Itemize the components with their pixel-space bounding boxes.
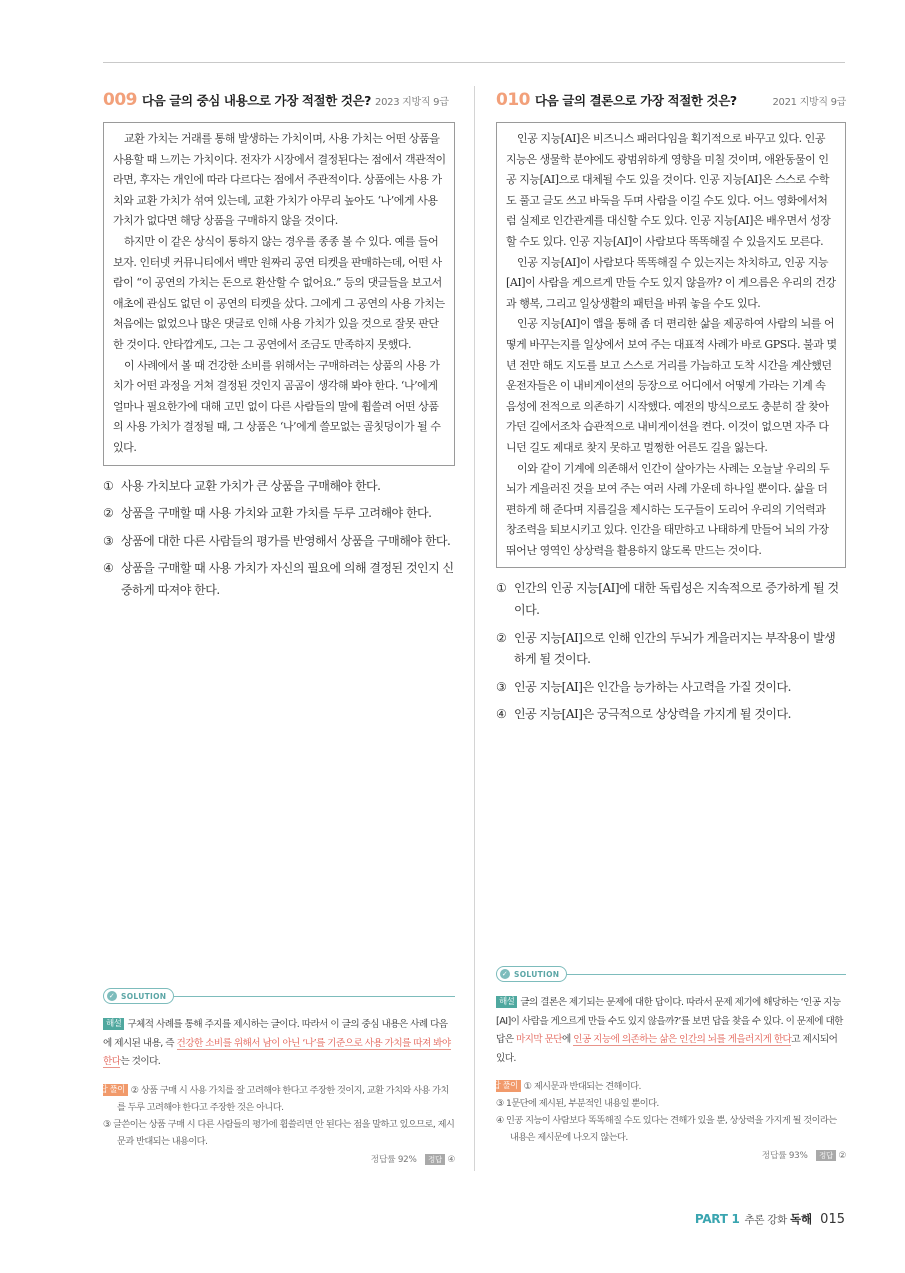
answer-line xyxy=(496,1148,846,1161)
question-header xyxy=(496,90,846,112)
explanation-text: 고 제시되어 있다. xyxy=(496,1034,838,1064)
choice-text: 상품을 구매할 때 사용 가치와 교환 가치를 두루 고려해야 한다. xyxy=(121,506,432,521)
choice-number: ④ xyxy=(496,707,507,722)
question-010 xyxy=(496,90,846,732)
top-rule xyxy=(103,62,845,63)
choice-text: 인공 지능[AI]으로 인해 인간의 두뇌가 게을러지는 부작용이 발생하게 될 것이다. xyxy=(514,630,836,667)
answer-tag: 정답 xyxy=(816,1150,836,1161)
choice-4[interactable] xyxy=(496,704,846,726)
column-divider xyxy=(474,86,475,1171)
wrong-note-text: ③ 1문단에 제시된, 부분적인 내용일 뿐이다. xyxy=(496,1098,659,1109)
question-header xyxy=(103,90,455,112)
solution-explanation xyxy=(496,994,846,1068)
wrong-note-text: ② 상품 구매 시 사용 가치를 잘 고려해야 한다고 주장한 것이지, 교환 가치와 사용 가치를 두루 고려해야 한다고 주장한 것은 아니다. xyxy=(117,1084,449,1113)
explanation-highlight: 건강한 소비를 위해서 남이 아닌 ‘나’를 기준으로 사용 가치를 따져 봐야 한다 xyxy=(103,1037,451,1067)
choice-3[interactable] xyxy=(496,677,846,699)
choice-2[interactable] xyxy=(103,503,455,525)
choice-list xyxy=(103,476,455,602)
choice-list xyxy=(496,578,846,726)
wrong-note-text: ④ 인공 지능이 사람보다 똑똑해질 수도 있다는 견해가 있을 뿐, 상상력을 가지게 될 것이라는 내용은 제시문에 나오지 않는다. xyxy=(496,1115,837,1143)
check-icon: ✓ xyxy=(108,992,116,1000)
passage-paragraph: 이와 같이 기계에 의존해서 인간이 살아가는 사례는 오늘날 우리의 두뇌가 게을러진 것을 보여 주는 여러 사례 가운데 하나일 뿐이다. 삶을 더 편하게 해 준다며 지름길을 제시하는 도구들이 도리어 우리의 기억력과 창조력을 퇴보시키고 있다. 인간을 태만하고 나태하게 만들어 뇌의 가장 뛰어난 영역인 상상력을 활용하지 않도록 만드는 것이다. xyxy=(506,461,830,557)
explanation-text: 구체적 사례를 통해 주지를 제시하는 글이다. 따라서 이 글의 중심 내용은 사례 다음에 제시된 내용, 즉 xyxy=(103,1019,448,1049)
choice-number: ① xyxy=(496,581,507,596)
choice-text: 인공 지능[AI]은 인간을 능가하는 사고력을 가질 것이다. xyxy=(514,679,791,694)
passage-box xyxy=(496,122,846,568)
question-title: 다음 글의 중심 내용으로 가장 적절한 것은? xyxy=(142,93,372,108)
choice-number: ② xyxy=(496,630,507,645)
choice-number: ④ xyxy=(103,561,114,576)
choice-1[interactable] xyxy=(496,578,846,621)
solution-009 xyxy=(92,988,455,1165)
choice-text: 인공 지능[AI]은 궁극적으로 상상력을 가지게 될 것이다. xyxy=(514,707,791,722)
choice-number: ② xyxy=(103,506,114,521)
solution-badge xyxy=(103,988,174,1004)
answer-value: ② xyxy=(838,1151,846,1161)
passage-paragraph: 인공 지능[AI]은 비즈니스 패러다임을 획기적으로 바꾸고 있다. 인공 지능은 생물학 분야에도 광범위하게 영향을 미칠 것이며, 애완동물이 인공 지능[AI]으로 대체될 수도 있을 것이다. 인공 지능[AI]은 스스로 수학도 풀고 글도 쓰고 바둑을 두며 사람을 이길 수도 있다. 어느 영화에서처럼 실제로 인간관계를 대신할 수도 있다. 인공 지능[AI]은 배우면서 성장할 수도 있다. 인공 지능[AI]이 사람보다 똑똑해질 수 있을지도 모른다. xyxy=(506,132,831,248)
passage-paragraph: 하지만 이 같은 상식이 통하지 않는 경우를 종종 볼 수 있다. 예를 들어 보자. 인터넷 커뮤니티에서 백만 원짜리 공연 티켓을 판매하는데, 어떤 사람이 “이 공연의 가치는 돈으로 환산할 수 없어요.” 등의 댓글들을 보고서 애초에 관심도 없던 이 공연의 티켓을 샀다. 그에게 그 공연의 사용 가치는 처음에는 없었으나 많은 댓글로 인해 사용 가치가 있을 것으로 잘못 판단한 것이다. 안타깝게도, 그는 그 공연에서 조금도 만족하지 못했다. xyxy=(113,234,445,351)
explanation-tag: 해설 xyxy=(103,1018,124,1030)
page-number: 015 xyxy=(820,1212,845,1227)
footer-section: 추론 강화 xyxy=(744,1214,787,1226)
explanation-highlight: 마지막 문단 xyxy=(515,1034,563,1045)
wrong-answer-notes xyxy=(92,1082,455,1150)
footer-part: PART 1 xyxy=(694,1212,740,1226)
correct-rate: 정답률 93% xyxy=(761,1151,808,1161)
solution-header xyxy=(496,966,846,982)
solution-rule xyxy=(174,996,455,997)
wrong-answer-notes xyxy=(485,1078,846,1146)
wrong-note xyxy=(496,1095,846,1112)
wrong-note-text: ① 제시문과 반대되는 견해이다. xyxy=(523,1081,641,1092)
wrong-note xyxy=(92,1082,455,1116)
question-number: 009 xyxy=(103,90,137,110)
explanation-text: 글의 결론은 제기되는 문제에 대한 답이다. 따라서 문제 제기에 해당하는 ‘인공 지능[AI]이 사람을 게으르게 만들 수도 있지 않을까?’를 보면 답을 찾을 수 있다. 이 문제에 대한 답은 xyxy=(496,997,843,1045)
answer-line xyxy=(103,1152,455,1165)
footer-subject: 독해 xyxy=(789,1212,813,1226)
answer-tag: 정답 xyxy=(425,1154,445,1165)
explanation-text: 에 xyxy=(562,1034,574,1045)
passage-paragraph: 인공 지능[AI]이 사람보다 똑똑해질 수 있는지는 차치하고, 인공 지능[AI]이 사람을 게으르게 만들 수도 있지 않을까? 이 게으름은 우리의 건강과 행복, 그리고 일상생활의 패턴을 바꿔 놓을 수도 있다. xyxy=(506,255,836,310)
choice-1[interactable] xyxy=(103,476,455,498)
question-title: 다음 글의 결론으로 가장 적절한 것은? xyxy=(535,93,737,108)
wrong-tag: 오답 풀이 xyxy=(103,1084,128,1096)
passage-box xyxy=(103,122,455,466)
question-number: 010 xyxy=(496,90,530,110)
solution-rule xyxy=(567,974,846,975)
wrong-note xyxy=(103,1116,455,1150)
choice-4[interactable] xyxy=(103,558,455,601)
correct-rate: 정답률 92% xyxy=(370,1154,417,1165)
choice-3[interactable] xyxy=(103,531,455,553)
passage-paragraph: 이 사례에서 볼 때 건강한 소비를 위해서는 구매하려는 상품의 사용 가치가 어떤 과정을 거쳐 결정된 것인지 곰곰이 생각해 봐야 한다. ‘나’에게 얼마나 필요한가에 대해 고민 없이 다른 사람들의 말에 휩쓸려 어떤 상품의 사용 가치가 결정될 때, 그 상품은 ‘나’에게 쓸모없는 골칫덩이가 될 수 있다. xyxy=(113,358,441,454)
solution-badge-label: SOLUTION xyxy=(514,969,560,979)
choice-text: 상품을 구매할 때 사용 가치가 자신의 필요에 의해 결정된 것인지 신중하게 따져야 한다. xyxy=(121,561,454,597)
check-icon: ✓ xyxy=(501,970,509,978)
page-footer xyxy=(695,1211,845,1227)
explanation-tag: 해설 xyxy=(496,996,517,1008)
choice-text: 상품에 대한 다른 사람들의 평가를 반영해서 상품을 구매해야 한다. xyxy=(121,533,451,548)
wrong-note-text: ③ 글쓴이는 상품 구매 시 다른 사람들의 평가에 휩쓸리면 안 된다는 점을 말하고 있으므로, 제시문과 반대되는 내용이다. xyxy=(103,1118,455,1147)
choice-number: ③ xyxy=(103,533,114,548)
solution-badge-label: SOLUTION xyxy=(121,991,167,1001)
wrong-tag: 오답 풀이 xyxy=(496,1080,521,1092)
solution-badge xyxy=(496,966,567,982)
solution-010 xyxy=(485,966,846,1161)
question-009 xyxy=(103,90,455,607)
explanation-highlight: 인공 지능에 의존하는 삶은 인간의 뇌를 게을러지게 한다 xyxy=(573,1034,792,1045)
question-source: 2021 지방직 9급 xyxy=(772,97,846,108)
question-source: 2023 지방직 9급 xyxy=(375,97,449,108)
passage-paragraph: 교환 가치는 거래를 통해 발생하는 가치이며, 사용 가치는 어떤 상품을 사용할 때 느끼는 가치이다. 전자가 시장에서 결정된다는 점에서 객관적이라면, 후자는 개인에 따라 다르다는 점에서 주관적이다. 상품에는 사용 가치와 교환 가치가 섞여 있는데, 교환 가치가 아무리 높아도 ‘나’에게 사용 가치가 없다면 해당 상품을 구매하지 않을 것이다. xyxy=(113,132,446,228)
choice-text: 사용 가치보다 교환 가치가 큰 상품을 구매해야 한다. xyxy=(121,478,381,493)
solution-header xyxy=(103,988,455,1004)
choice-number: ③ xyxy=(496,679,507,694)
passage-paragraph: 인공 지능[AI]이 앱을 통해 좀 더 편리한 삶을 제공하여 사람의 뇌를 어떻게 바꾸는지를 일상에서 보여 주는 대표적 사례가 바로 GPS다. 불과 몇 년 전만 해도 지도를 보고 스스로 거리를 가늠하고 도착 시간을 계산했던 운전자들은 이 내비게이션의 등장으로 어디에서 어떻게 가라는 기계 속 음성에 전적으로 의존하기 시작했다. 예전의 방식으로도 충분히 잘 찾아가던 길에서조차 습관적으로 내비게이션을 켠다. 이것이 없으면 자주 다니던 길도 제대로 찾지 못하고 멀쩡한 어른도 길을 잃는다. xyxy=(506,317,837,454)
choice-text: 인간의 인공 지능[AI]에 대한 독립성은 지속적으로 증가하게 될 것이다. xyxy=(514,581,839,618)
solution-explanation xyxy=(103,1016,455,1072)
answer-value: ④ xyxy=(447,1154,455,1165)
choice-number: ① xyxy=(103,478,114,493)
wrong-note xyxy=(496,1112,846,1146)
wrong-note xyxy=(485,1078,846,1095)
explanation-text: 는 것이다. xyxy=(120,1056,161,1067)
choice-2[interactable] xyxy=(496,628,846,671)
